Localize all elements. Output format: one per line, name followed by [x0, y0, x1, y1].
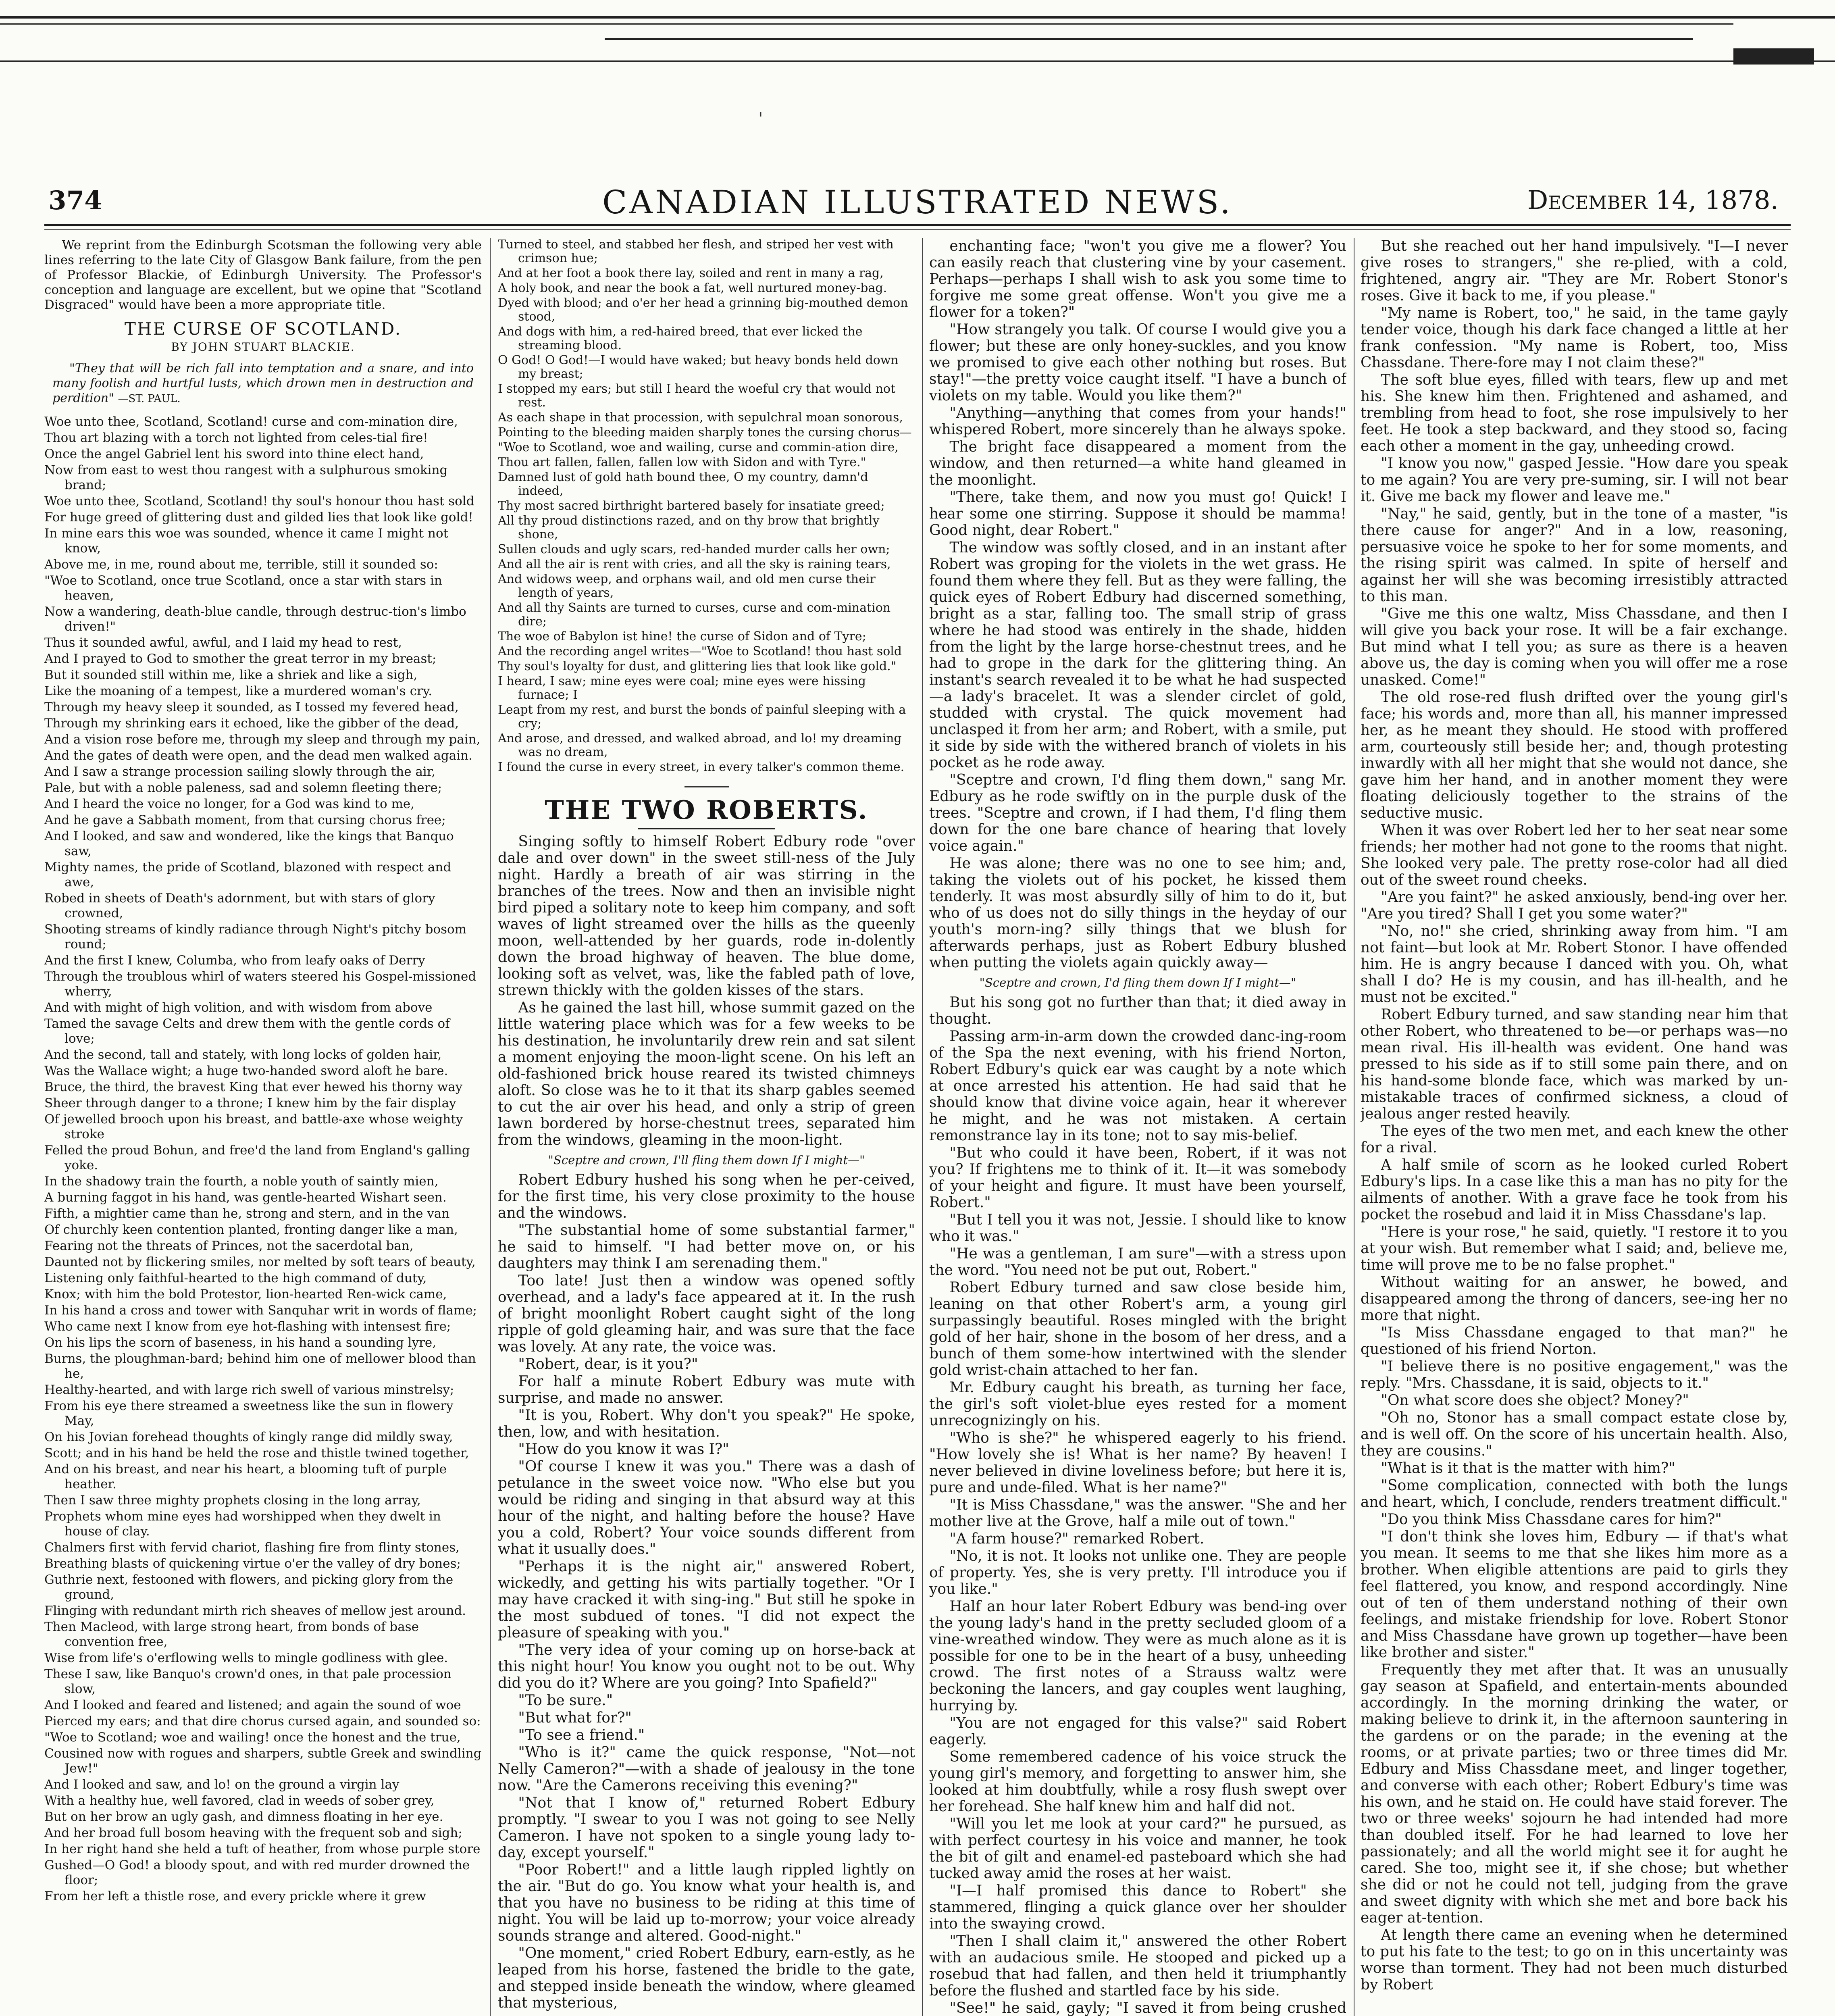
paragraph: The old rose-red flush drifted over the young girl's face; his words and, more than all, his manner impressed her, as he meant they should. He stood with proffered arm, courteously still beside her; and, though protesting inwardly with all her might that she would not dance, she gave him her hand, and in another moment they were floating deliciously together to the strains of the seductive music. — [1361, 689, 1788, 821]
paragraph: "I believe there is no positive engagement," was the reply. "Mrs. Chassdane, it is said, objects to it." — [1361, 1358, 1788, 1391]
poem-line: On his lips the scorn of baseness, in his hand a sounding lyre, — [44, 1335, 437, 1350]
poem-line: With a healthy hue, well favored, clad in weeds of sober grey, — [44, 1793, 435, 1808]
poem-line: Tamed the savage Celts and drew them with the gentle cords of love; — [44, 1016, 450, 1046]
story-text — [498, 1172, 915, 2011]
paragraph: "Give me this one waltz, Miss Chassdane, and then I will give you back your rose. It will be a fair exchange. But mind what I tell you; as sure as there is a heaven above us, the day is coming when you will offer me a rose unasked. Come!" — [1361, 606, 1788, 688]
paragraph: The eyes of the two men met, and each knew the other for a rival. — [1361, 1123, 1788, 1156]
paragraph: Half an hour later Robert Edbury was bend-ing over the young lady's hand in the pretty secluded gloom of a vine-wreathed window. They were as much alone as it is possible for one to be in the heart of a busy, unheeding crowd. The first notes of a Strauss waltz were beckoning the lancers, and gay couples went laughing, hurrying by. — [929, 1598, 1346, 1714]
poem-line: And with might of high volition, and with wisdom from above — [44, 1000, 433, 1015]
paragraph: "The substantial home of some substantial farmer," he said to himself. "I had better move on, or his daughters may think I am serenading them." — [498, 1222, 915, 1272]
poem-line: Like the moaning of a tempest, like a murdered woman's cry. — [44, 684, 433, 698]
paragraph: "On what score does she object? Money?" — [1381, 1392, 1689, 1409]
story-title: THE TWO ROBERTS. — [545, 795, 868, 825]
poem-line: Then I saw three mighty prophets closing in the long array, — [44, 1493, 421, 1508]
poem-line: And all thy Saints are turned to curses, curse and com-mination dire; — [498, 601, 891, 629]
poem-line: And on his breast, and near his heart, a blooming tuft of purple heather. — [44, 1462, 447, 1491]
paragraph: "But I tell you it was not, Jessie. I should like to know who it was." — [929, 1212, 1346, 1245]
paragraph: "Do you think Miss Chassdane cares for him?" — [1381, 1511, 1722, 1528]
poem-line: Damned lust of gold hath bound thee, O my country, damn'd indeed, — [498, 470, 868, 498]
poem-line: The woe of Babylon ist hine! the curse of Sidon and of Tyre; — [498, 629, 866, 644]
poem-line: Fifth, a mightier came than he, strong and stern, and in the van — [44, 1206, 450, 1221]
poem-line: And I looked and saw, and lo! on the ground a virgin lay — [44, 1777, 399, 1792]
paragraph: "Are you faint?" he asked anxiously, bend-ing over her. "Are you tired? Shall I get you some water?" — [1361, 889, 1788, 922]
paragraph: But his song got no further than that; it died away in thought. — [929, 994, 1346, 1027]
paragraph: "I—I half promised this dance to Robert" she stammered, flinging a quick glance over her shoulder into the swaying crowd. — [929, 1883, 1346, 1932]
poem-line: I found the curse in every street, in every talker's common theme. — [498, 760, 905, 774]
paragraph: Without waiting for an answer, he bowed, and disappeared among the throng of dancers, see-ing her no more that night. — [1361, 1274, 1788, 1324]
poem-line: Dyed with blood; and o'er her head a grinning big-mouthed demon stood, — [498, 296, 908, 324]
poem-line: Felled the proud Bohun, and free'd the land from England's galling yoke. — [44, 1143, 470, 1173]
poem-line: Cousined now with rogues and sharpers, subtle Greek and swindling Jew!" — [44, 1746, 482, 1776]
paragraph: The soft blue eyes, filled with tears, flew up and met his. She knew him then. Frightened and ashamed, and trembling from head to foot, she rose impulsively to her feet. He took a step backward, and they stood so, facing each other a moment in the gay, unheeding crowd. — [1361, 372, 1788, 454]
epigraph-attribution: —ST. PAUL. — [118, 393, 181, 405]
paragraph: "Oh no, Stonor has a small compact estate close by, and is well off. On the score of his uncertain health. Also, they are cousins." — [1361, 1410, 1788, 1459]
poem-line: In the shadowy train the fourth, a noble youth of saintly mien, — [44, 1174, 439, 1189]
poem-line: And I saw a strange procession sailing slowly through the air, — [44, 764, 436, 779]
paragraph: Singing softly to himself Robert Edbury rode "over dale and over down" in the sweet still-ness of the July night. Hardly a breath of air was stirring in the branches of the trees. Now and then an invisible night bird piped a solitary note to keep him company, and soft waves of light streamed over the hills as the queenly moon, well-attended by her guards, rode in-dolently down the broad highway of heaven. The blue dome, looking soft as velvet, was, like the fabled path of love, strewn thickly with the golden kisses of the stars. — [498, 833, 915, 999]
poem-line: Mighty names, the pride of Scotland, blazoned with respect and awe, — [44, 860, 451, 889]
paragraph: Robert Edbury turned, and saw standing near him that other Robert, who threatened to be—or perhaps was—no mean rival. His ill-health was evident. One hand was pressed to his side as if to still some pain there, and on his hand-some blonde face, which was marked by un-mistakable traces of confirmed sickness, a cloud of jealous anger rested heavily. — [1361, 1006, 1788, 1122]
poem-line: A holy book, and near the book a fat, well nurtured money-bag. — [498, 281, 887, 295]
poem-line: Guthrie next, festooned with flowers, and picking glory from the ground, — [44, 1572, 454, 1602]
poem-line: Fearing not the threats of Princes, not the sacerdotal ban, — [44, 1239, 414, 1253]
paragraph: "Then I shall claim it," answered the other Robert with an audacious smile. He stooped and picked up a rosebud that had fallen, and then held it triumphantly before the flushed and startled face by his side. — [929, 1933, 1346, 1999]
paragraph: Some remembered cadence of his voice struck the young girl's memory, and forgetting to answer him, she looked at him doubtfully, while a rosy flush swept over her forehead. She half knew him and half did not. — [929, 1749, 1346, 1815]
poem-line: And I looked, and saw and wondered, like the kings that Banquo saw, — [44, 829, 454, 858]
paragraph: Mr. Edbury caught his breath, as turning her face, the girl's soft violet-blue eyes rested for a moment unrecognizingly on his. — [929, 1379, 1346, 1429]
paragraph: When it was over Robert led her to her seat near some friends; her mother had not gone to the rooms that night. She looked very pale. The pretty rose-color had all died out of the sweet round cheeks. — [1361, 822, 1788, 888]
paragraph: Robert Edbury turned and saw close beside him, leaning on that other Robert's arm, a young girl surpassingly beautiful. Roses mingled with the bright gold of her hair, shone in the bosom of her dress, and a bunch of them some-how intertwined with the slender gold wrist-chain attached to her fan. — [929, 1279, 1346, 1379]
poem-line: Through my heavy sleep it sounded, as I tossed my fevered head, — [44, 700, 459, 714]
paragraph: "My name is Robert, too," he said, in the tame gayly tender voice, though his dark face changed a little at her frank confession. "My name is Robert, too, Miss Chassdane. There-fore may I not claim these?" — [1361, 305, 1788, 371]
poem-line: From his eye there streamed a sweetness like the sun in flowery May, — [44, 1399, 454, 1428]
poem-line: Thy soul's loyalty for dust, and glittering lies that look like gold." — [498, 659, 897, 673]
poem-line: Who came next I know from eye hot-flashing with intensest fire; — [44, 1319, 451, 1334]
ink-fleck: ˈ — [758, 109, 764, 131]
poem-line: Thus it sounded awful, awful, and I laid my head to rest, — [44, 635, 402, 650]
paragraph: "There, take them, and now you must go! Quick! I hear some one stirring. Suppose it should be mamma! Good night, dear Robert." — [929, 489, 1346, 539]
paragraph: enchanting face; "won't you give me a flower? You can easily reach that clustering vine by your casement. Perhaps—perhaps I shall wish to ask you some time to forgive me some great offense. Won't you give me a flower for a token?" — [929, 238, 1346, 321]
poem-line: Bruce, the third, the bravest King that ever hewed his thorny way — [44, 1080, 463, 1094]
poem-line: And the second, tall and stately, with long locks of golden hair, — [44, 1048, 442, 1062]
top-edge-rules — [0, 0, 1835, 145]
poem-line: Healthy-hearted, and with large rich swell of various minstrelsy; — [44, 1383, 454, 1397]
paragraph: "How strangely you talk. Of course I would give you a flower; but these are only honey-suckles, and you know we promised to give each other nothing but roses. But stay!"—the pretty voice caught itself. "I have a bunch of violets on my table. Would you like them?" — [929, 321, 1346, 404]
poem-line: Above me, in me, round about me, terrible, still it sounded so: — [44, 557, 438, 572]
poem-line: Thou art blazing with a torch not lighted from celes-tial fire! — [44, 431, 428, 445]
song-quote: "Sceptre and crown, I'll fling them down If I might—" — [548, 1153, 865, 1167]
masthead-rule — [44, 224, 1791, 226]
poem-line: Knox; with him the bold Protestor, lion-hearted Ren-wick came, — [44, 1287, 447, 1302]
poem-line: From her left a thistle rose, and every prickle where it grew — [44, 1889, 426, 1904]
paragraph: "Is Miss Chassdane engaged to that man?" he questioned of his friend Norton. — [1361, 1325, 1788, 1358]
masthead — [0, 161, 1835, 222]
poem-line: Gushed—O God! a bloody spout, and with red murder drowned the floor; — [44, 1858, 470, 1887]
poem-line: Once the angel Gabriel lent his sword into thine elect hand, — [44, 447, 424, 461]
paragraph: "No, it is not. It looks not unlike one. They are people of property. Yes, she is very pretty. I'll introduce you if you like." — [929, 1548, 1346, 1597]
paragraph: "Robert, dear, is it you?" — [518, 1356, 698, 1372]
epigraph-text: "They that will be rich fall into temptation and a snare, and into many foolish and hurtful lusts, which drown men in destruction and perdition" — [52, 361, 474, 405]
poem-line: And the first I knew, Columba, who from leafy oaks of Derry — [44, 953, 425, 968]
paragraph: "Who is she?" he whispered eagerly to his friend. "How lovely she is! What is her name? By heaven! I never believed in divine loveliness before; but here it is, pure and unde-filed. What is her name?" — [929, 1430, 1346, 1496]
poem-line: But it sounded still within me, like a shriek and like a sigh, — [44, 668, 418, 682]
paragraph: "He was a gentleman, I am sure"—with a stress upon the word. "You need not be put out, Robert." — [929, 1245, 1346, 1279]
poem-title: THE CURSE OF SCOTLAND. — [124, 319, 402, 339]
poem-line: And a vision rose before me, through my sleep and through my pain, — [44, 732, 481, 747]
paragraph: "A farm house?" remarked Robert. — [949, 1531, 1205, 1547]
page-number: 374 — [48, 185, 102, 216]
paragraph: "Poor Robert!" and a little laugh rippled lightly on the air. "But do go. You know what your health is, and that you have no business to be riding at this time of night. You will be laid up to-morrow; your voice already sounds strange and altered. Good-night." — [498, 1862, 915, 1944]
poem-line: And I prayed to God to smother the great terror in my breast; — [44, 652, 437, 666]
paragraph: "Nay," he said, gently, but in the tone of a master, "is there cause for anger?" And in a low, reasoning, persuasive voice he spoke to her for some moments, and the rising spirit was calmed. In spite of herself and against her will she was becoming irresistibly attracted to this man. — [1361, 506, 1788, 605]
poem-line: Of churchly keen contention planted, fronting danger like a man, — [44, 1223, 458, 1237]
poem-line: Of jewelled brooch upon his breast, and battle-axe whose weighty stroke — [44, 1112, 463, 1141]
poem-line: Chalmers first with fervid chariot, flashing fire from flinty stones, — [44, 1540, 460, 1555]
paragraph: "Anything—anything that comes from your hands!" whispered Robert, more sincerely than he always spoke. — [929, 405, 1346, 438]
paragraph: Passing arm-in-arm down the crowded danc-ing-room of the Spa the next evening, with his friend Norton, Robert Edbury's quick ear was caught by a note which at once arrested his attention. He had said that he should know that divine voice again, hear it wherever he might, and he was not mistaken. A certain remonstrance lay in its tone; not to say mis-belief. — [929, 1028, 1346, 1144]
column-1 — [44, 238, 482, 2016]
poem-line: Woe unto thee, Scotland, Scotland! curse and com-mination dire, — [44, 414, 458, 429]
poem-line: Prophets whom mine eyes had worshipped when they dwelt in house of clay. — [44, 1509, 441, 1539]
paragraph: "What is it that is the matter with him?" — [1381, 1460, 1675, 1477]
poem-intro: We reprint from the Edinburgh Scotsman the following very able lines referring to the late City of Glasgow Bank failure, from the pen of Professor Blackie, of Edinburgh University. The Professor's conception and language are excellent, but we opine that "Scotland Disgraced" would have been a more appropriate title. — [44, 238, 482, 312]
poem-line: Burns, the ploughman-bard; behind him one of mellower blood than he, — [44, 1352, 476, 1381]
paragraph: "I don't think she loves him, Edbury — if that's what you mean. It seems to me that she likes him more as a brother. When eligible attentions are paid to girls they feel flattered, you know, and respond accordingly. Nine out of ten of them understand nothing of their own feelings, and mistake friendship for love. Robert Stonor and Miss Chassdane have grown up together—have been like brother and sister." — [1361, 1529, 1788, 1661]
column-3 — [929, 238, 1346, 2016]
poem-line: And I looked and feared and listened; and again the sound of woe — [44, 1698, 461, 1712]
poem-line: These I saw, like Banquo's crown'd ones, in that pale procession slow, — [44, 1667, 451, 1696]
poem-line: Through the troublous whirl of waters steered his Gospel-missioned wherry, — [44, 969, 476, 999]
paragraph: "No, no!" she cried, shrinking away from him. "I am not faint—but look at Mr. Robert Stonor. I have offended him. He is angry because I danced with you. Oh, what shall I do? He is my cousin, and has ill-health, and he must not be excited." — [1361, 923, 1788, 1006]
poem-line: Listening only faithful-hearted to the high command of duty, — [44, 1271, 427, 1285]
poem-line: And widows weep, and orphans wail, and old men curse their length of years, — [498, 572, 876, 600]
paragraph: As he gained the last hill, whose summit gazed on the little watering place which was for a few weeks to be his destination, he involuntarily drew rein and sat silent a moment enjoying the moon-light scene. On his left an old-fashioned brick house reared its twisted chimneys aloft. So close was he to it that its sharp gables seemed to cut the air over his head, and only a strip of green lawn bordered by horse-chestnut trees, separated him from the windows, gleaming in the moon-light. — [498, 1000, 915, 1148]
paragraph: Robert Edbury hushed his song when he per-ceived, for the first time, his very close proximity to the house and the windows. — [498, 1172, 915, 1221]
poem-line: And the gates of death were open, and the dead men walked again. — [44, 748, 472, 763]
paragraph: "It is Miss Chassdane," was the answer. "She and her mother live at the Grove, half a mile out of town." — [929, 1497, 1346, 1530]
story-text — [929, 238, 1346, 971]
poem-line: Pierced my ears; and that dire chorus cursed again, and sounded so: — [44, 1714, 481, 1729]
paragraph: "One moment," cried Robert Edbury, earn-estly, as he leaped from his horse, fastened the bridle to the gate, and stepped inside beneath the window, where gleamed that mysterious, — [498, 1945, 915, 2011]
poem-line: Pale, but with a noble paleness, sad and solemn fleeting there; — [44, 781, 442, 795]
column-rule — [490, 238, 491, 2016]
poem-line: And her broad full bosom heaving with the frequent sob and sigh; — [44, 1826, 462, 1840]
poem-line: Robed in sheets of Death's adornment, but with stars of glory crowned, — [44, 891, 435, 921]
paragraph: "You are not engaged for this valse?" said Robert eagerly. — [929, 1715, 1346, 1748]
poem-line: In mine ears this woe was sounded, whence it came I might not know, — [44, 526, 449, 556]
poem-line: Flinging with redundant mirth rich sheaves of mellow jest around. — [44, 1604, 466, 1618]
poem-line: And arose, and dressed, and walked abroad, and lo! my dreaming was no dream, — [498, 731, 902, 759]
poem-line: "Woe to Scotland, once true Scotland, once a star with stars in heaven, — [44, 573, 442, 603]
poem-line: I heard, I saw; mine eyes were coal; mine eyes were hissing furnace; I — [498, 674, 866, 702]
poem-line: Wise from life's o'erflowing wells to mingle godliness with glee. — [44, 1651, 448, 1665]
paragraph: For half a minute Robert Edbury was mute with surprise, and made no answer. — [498, 1373, 915, 1406]
paragraph: "But who could it have been, Robert, if it was not you? If frightens me to think of it. It—it was somebody of your height and figure. It must have been yourself, Robert." — [929, 1145, 1346, 1211]
song-quote: "Sceptre and crown, I'd fling them down If I might—" — [979, 976, 1296, 989]
paragraph: A half smile of scorn as he looked curled Robert Edbury's lips. In a case like this a man has no pity for the ailments of another. With a grave face he took from his pocket the rosebud and laid it in Miss Chassdane's lap. — [1361, 1157, 1788, 1223]
story-title-rule — [638, 828, 775, 829]
paragraph: He was alone; there was no one to see him; and, taking the violets out of his pocket, he kissed them tenderly. It was most absurdly silly of him to do it, but who of us does not do silly things in the heyday of our youth's morn-ing? silly things that we blush for afterwards perhaps, just as Robert Edbury blushed when putting the violets again quickly away— — [929, 855, 1346, 971]
paragraph: "To see a friend." — [518, 1727, 645, 1743]
poem-line: Now from east to west thou rangest with a sulphurous smoking brand; — [44, 463, 448, 492]
newspaper-title: CANADIAN ILLUSTRATED NEWS. — [602, 183, 1233, 221]
paragraph: "The very idea of your coming up on horse-back at this night hour! You know you ought not to be out. Why did you do it? Where are you going? Into Spafield?" — [498, 1642, 915, 1691]
poem-line: Pointing to the bleeding maiden sharply tones the cursing chorus— — [498, 425, 912, 439]
poem-line: Leapt from my rest, and burst the bonds of painful sleeping with a cry; — [498, 703, 906, 731]
paragraph: "Here is your rose," he said, quietly. "I restore it to you at your wish. But remember what I said; and, believe me, time will prove me to be no false prophet." — [1361, 1224, 1788, 1273]
paragraph: Too late! Just then a window was opened softly overhead, and a lady's face appeared at it. In the rush of bright moonlight Robert caught sight of the long ripple of gold gleaming hair, and was sure that the face was lovely. At any rate, the voice was. — [498, 1272, 915, 1355]
poem-line: And he gave a Sabbath moment, from that cursing chorus free; — [44, 813, 446, 827]
paragraph: "See!" he said, gayly; "I saved it from being crushed — [949, 2000, 1346, 2016]
poem-line: Then Macleod, with large strong heart, from bonds of base convention free, — [44, 1620, 419, 1649]
poem-line: Through my shrinking ears it echoed, like the gibber of the dead, — [44, 716, 459, 731]
paragraph: "Sceptre and crown, I'd fling them down," sang Mr. Edbury as he rode swiftly on in the purple dusk of the trees. "Sceptre and crown, if I had them, I'd fling them down for the one bare chance of hearing that lovely voice again." — [929, 772, 1346, 854]
poem-line: In her right hand she held a tuft of heather, from whose purple store — [44, 1842, 481, 1856]
poem-line: Scott; and in his hand be held the rose and thistle twined together, — [44, 1446, 469, 1460]
paragraph: "Of course I knew it was you." There was a dash of petulance in the sweet voice now. "Who else but you would be riding and singing in that absurd way at this hour of the night, and halting before the house? Have you a cold, Robert? Your voice sounds different from what it usually does." — [498, 1458, 915, 1558]
poem-line: "Woe to Scotland; woe and wailing! once the honest and the true, — [44, 1730, 461, 1745]
poem-line: On his Jovian forehead thoughts of kingly range did mildly sway, — [44, 1430, 453, 1444]
paragraph: "To be sure." — [518, 1692, 613, 1709]
poem-line: And the recording angel writes—"Woe to Scotland! thou hast sold — [498, 644, 902, 658]
paragraph: At length there came an evening when he determined to put his fate to the test; to go on in this uncertainty was worse than torment. They had not been much disturbed by Robert — [1361, 1927, 1788, 1993]
poem-line: Daunted not by flickering smiles, nor melted by soft tears of beauty, — [44, 1255, 476, 1269]
poem-line: "Woe to Scotland, woe and wailing, curse and commin-ation dire, — [498, 440, 899, 454]
poem-line: Woe unto thee, Scotland, Scotland! thy soul's honour thou hast sold — [44, 494, 474, 508]
paragraph: "Not that I know of," returned Robert Edbury promptly. "I swear to you I was not going to see Nelly Cameron. I have not spoken to a single young lady to-day, except yourself." — [498, 1795, 915, 1861]
poem-line: Thou art fallen, fallen, fallen low with Sidon and with Tyre." — [498, 455, 866, 469]
issue-date: December 14, 1878. — [1527, 185, 1779, 215]
paragraph: "Some complication, connected with both the lungs and heart, which, I conclude, renders treatment difficult." — [1361, 1477, 1788, 1510]
paragraph: "But what for?" — [518, 1710, 632, 1726]
poem-line: And all the air is rent with cries, and all the sky is raining tears, — [498, 557, 891, 571]
column-4 — [1361, 238, 1788, 2016]
poem-line: A burning faggot in his hand, was gentle-hearted Wishart seen. — [44, 1190, 447, 1205]
poem-line: For huge greed of glittering dust and gilded lies that look like gold! — [44, 510, 473, 525]
poem-byline: BY JOHN STUART BLACKIE. — [171, 340, 355, 354]
story-text — [1361, 238, 1788, 1993]
poem-line: As each shape in that procession, with sepulchral moan sonorous, — [498, 410, 903, 425]
paragraph: Frequently they met after that. It was an unusually gay season at Spafield, and entertain-ments abounded accordingly. In the morning drinking the water, or making believe to drink it, in the afternoon sauntering in the gardens or on the parade; in the evening at the rooms, or at private parties; two or three times did Mr. Edbury and Miss Chassdane meet, and linger together, and converse with each other; Robert Edbury's time was his own, and he staid on. He could have staid forever. The two or three weeks' sojourn he had intended had more than doubled itself. For he had learned to love her passionately; and all the world might see it for aught he cared. She too, might see it, if she chose; but whether she did or not he could not tell, judging from the grave and sweet dignity with which she met and bore back his eager at-tention. — [1361, 1662, 1788, 1926]
poem-line: Breathing blasts of quickening virtue o'er the valley of dry bones; — [44, 1556, 461, 1571]
poem-line: And at her foot a book there lay, soiled and rent in many a rag, — [498, 266, 884, 280]
poem-line: I stopped my ears; but still I heard the woeful cry that would not rest. — [498, 382, 896, 410]
poem-line: Sullen clouds and ugly scars, red-handed murder calls her own; — [498, 542, 890, 556]
poem-line: Turned to steel, and stabbed her flesh, and striped her vest with crimson hue; — [498, 238, 894, 265]
paragraph: "How do you know it was I?" — [518, 1441, 729, 1458]
poem-line: Now a wandering, death-blue candle, through destruc-tion's limbo driven!" — [44, 604, 466, 634]
poem-line: Was the Wallace wight; a huge two-handed sword aloft he bare. — [44, 1064, 448, 1078]
column-rule — [922, 238, 923, 2016]
poem-line: Shooting streams of kindly radiance through Night's pitchy bosom round; — [44, 922, 467, 952]
poem-line: In his hand a cross and tower with Sanquhar writ in words of flame; — [44, 1303, 477, 1318]
poem-line: Thy most sacred birthright bartered basely for insatiate greed; — [498, 499, 885, 513]
paragraph: "Perhaps it is the night air," answered Robert, wickedly, and getting his wits partially together. "Or I may have cracked it with sing-ing." But still he spoke in the most subdued of tones. "I did not expect the pleasure of speaking with you." — [498, 1558, 915, 1641]
poem-lines-continued — [498, 238, 915, 774]
poem-line: And dogs with him, a red-haired breed, that ever licked the streaming blood. — [498, 325, 863, 352]
poem-line: All thy proud distinctions razed, and on thy brow that brightly shone, — [498, 514, 880, 541]
paragraph: The bright face disappeared a moment from the window, and then returned—a white hand gleamed in the moonlight. — [929, 439, 1346, 488]
poem-line: And I heard the voice no longer, for a God was kind to me, — [44, 797, 415, 811]
paragraph: "Who is it?" came the quick response, "Not—not Nelly Cameron?"—with a shade of jealousy in the tone now. "Are the Camerons receiving this evening?" — [498, 1744, 915, 1794]
paragraph: "I know you now," gasped Jessie. "How dare you speak to me again? You are very pre-suming, sir. I will not bear it. Give me back my flower and leave me." — [1361, 455, 1788, 505]
story-text — [498, 833, 915, 1148]
poem-line: O God! O God!—I would have waked; but heavy bonds held down my breast; — [498, 353, 899, 381]
section-divider — [684, 786, 729, 787]
story-text — [929, 994, 1346, 2016]
paragraph: "It is you, Robert. Why don't you speak?" He spoke, then, low, and with hesitation. — [498, 1407, 915, 1440]
paragraph: The window was softly closed, and in an instant after Robert was groping for the violets in the wet grass. He found them where they fell. But as they were falling, the quick eyes of Robert Edbury had discerned something, bright as a star, falling too. The small strip of grass where he had stood was entirely in the shade, hidden from the light by the large horse-chestnut trees, and he had to grope in the dark for the glittering thing. An instant's search revealed it to be what he had suspected—a lady's bracelet. It was a slender circlet of gold, studded with crystal. The quick movement had unclasped it from her arm; and Robert, with a smile, put it side by side with the withered branch of violets in his pocket as he rode away. — [929, 539, 1346, 771]
paragraph: "Will you let me look at your card?" he pursued, as with perfect courtesy in his voice and manner, he took the bit of gilt and enamel-ed pasteboard which she had tucked away amid the roses at her waist. — [929, 1816, 1346, 1882]
paragraph: But she reached out her hand impulsively. "I—I never give roses to strangers," she re-plied, with a cold, frightened, angry air. "They are Mr. Robert Stonor's roses. Give it back to me, if you please." — [1361, 238, 1788, 304]
poem-line: Sheer through danger to a throne; I knew him by the fair display — [44, 1096, 456, 1110]
poem-lines — [44, 414, 482, 1904]
poem-epigraph — [52, 361, 474, 406]
column-2 — [498, 238, 915, 2016]
poem-line: But on her brow an ugly gash, and dimness floating in her eye. — [44, 1810, 443, 1824]
